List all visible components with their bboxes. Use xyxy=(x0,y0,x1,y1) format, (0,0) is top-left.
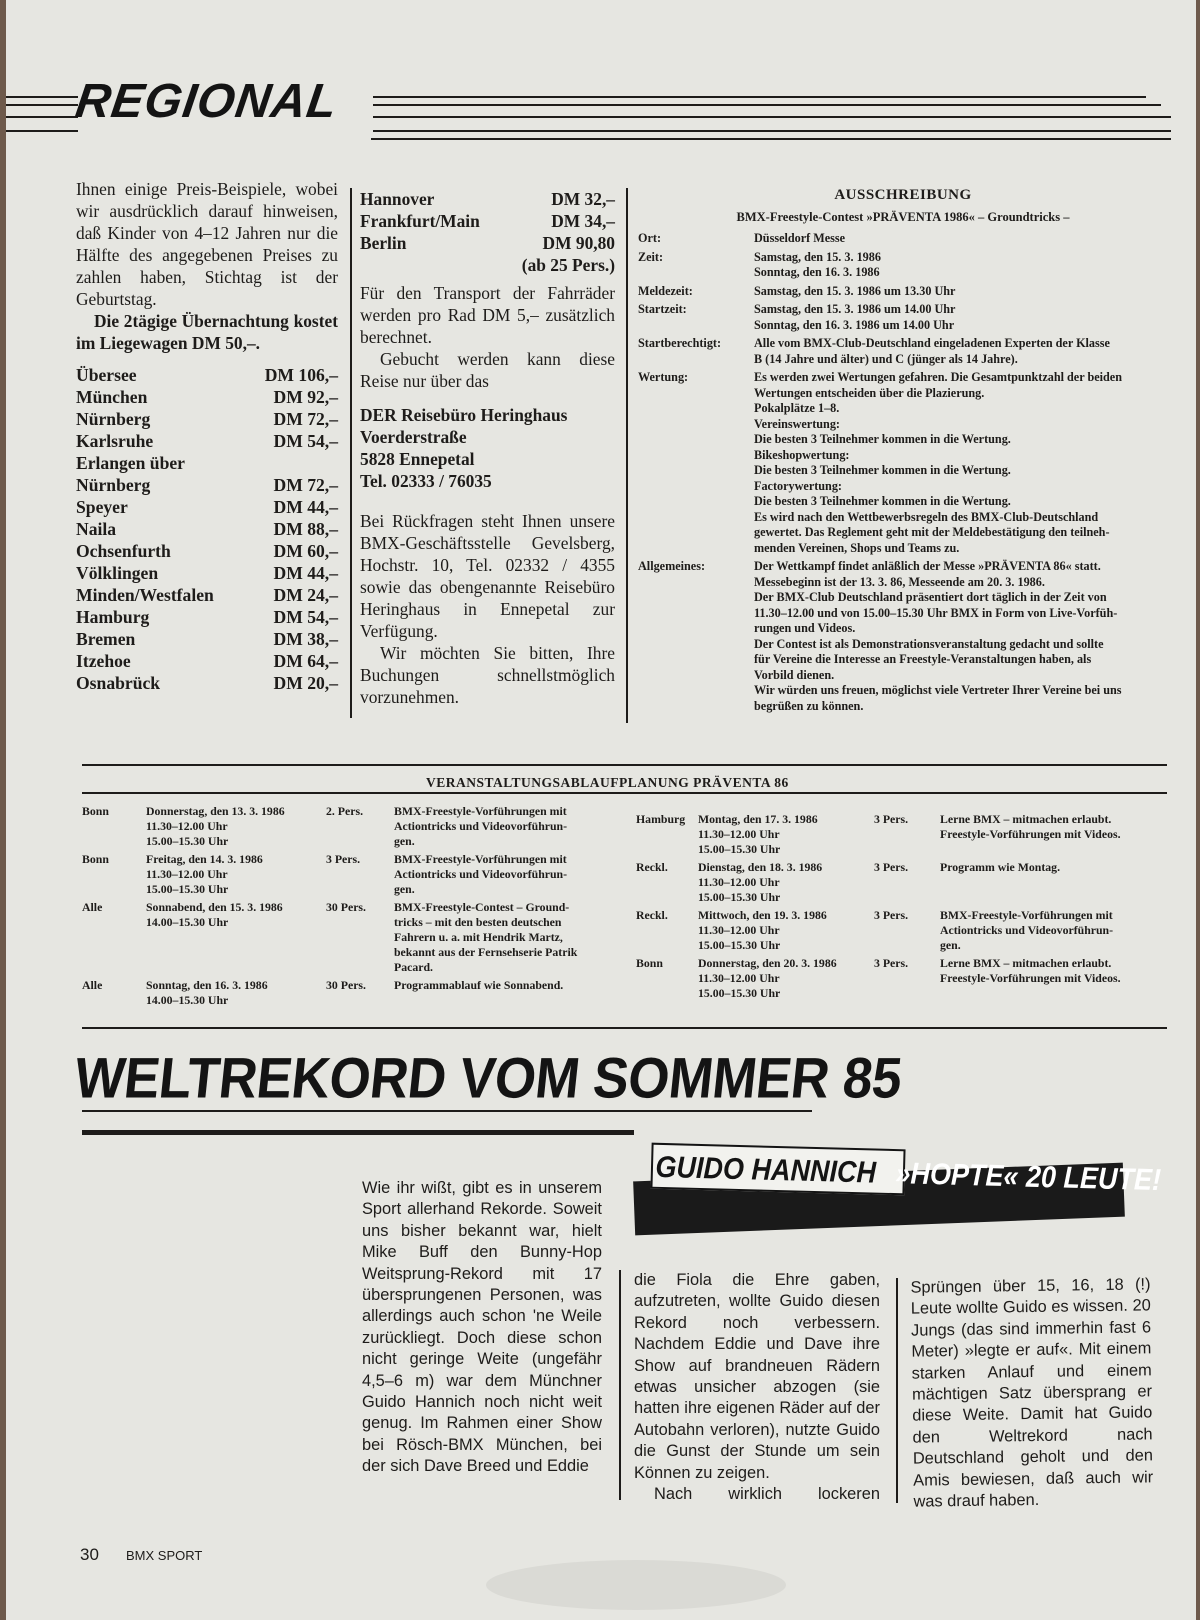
city-name: Karlsruhe xyxy=(76,431,154,451)
schedule-rule xyxy=(82,1027,1167,1029)
schedule-description-line: Freestyle-Vorführungen mit Videos. xyxy=(940,971,1121,985)
schedule-description-line: gen. xyxy=(940,938,961,952)
schedule-date xyxy=(698,956,837,1001)
schedule-description xyxy=(940,812,1121,842)
schedule-date-line: 15.00–15.30 Uhr xyxy=(146,882,229,896)
row-line: Vorbild dienen. xyxy=(754,667,835,682)
schedule-date-line: Sonntag, den 16. 3. 1986 xyxy=(146,978,268,992)
schedule-description-line: tricks – mit den besten deutschen xyxy=(394,915,562,929)
headline-rule xyxy=(82,1130,634,1135)
schedule-date-line: Dienstag, den 18. 3. 1986 xyxy=(698,860,823,874)
schedule-description-line: bekannt aus der Fernsehserie Patrik xyxy=(394,945,578,959)
row-line: Die besten 3 Teilnehmer kommen in die Wertung. xyxy=(754,463,1011,477)
schedule-date xyxy=(146,978,268,1008)
schedule-description-line: BMX-Freestyle-Contest – Ground- xyxy=(394,900,570,914)
schedule-date-line: Donnerstag, den 20. 3. 1986 xyxy=(698,956,837,970)
schedule-description-line: gen. xyxy=(394,882,415,896)
schedule-description-line: Lerne BMX – mitmachen erlaubt. xyxy=(940,812,1112,826)
schedule-description xyxy=(394,978,563,993)
banner-name: GUIDO HANNICH xyxy=(655,1150,877,1190)
row-line: menden Vereinen, Shops und Teams zu. xyxy=(754,540,960,555)
address-line: 5828 Ennepetal xyxy=(360,449,475,469)
row-line: begrüßen zu können. xyxy=(754,698,864,713)
row-line: Sonntag, den 16. 3. 1986 um 14.00 Uhr xyxy=(754,317,955,332)
price-value: DM 54,– xyxy=(273,607,338,627)
booking-paragraph: Gebucht werden kann diese Reise nur über das xyxy=(360,349,615,391)
schedule-date xyxy=(146,804,285,849)
row-line: B (14 Jahre und älter) und C (jünger als 14 Jahre). xyxy=(754,351,1018,366)
article-paragraph: Sprüngen über 15, 16, 18 (!) Leute wollte Guido es wissen. 20 Jungs (das sind immerhin fast 6 Meter) »legte er auf«. Mit einem starken Anlauf und einem mächtigen Satz übersprang er diese Weite. Damit hat Guido den Weltrekord nach Deutschland geholt und den Amis bewiesen, daß auch wir was drauf haben. xyxy=(910,1275,1154,1511)
city-name: Osnabrück xyxy=(76,673,161,693)
row-line: Es werden zwei Wertungen gefahren. Die Gesamtpunktzahl der beiden xyxy=(754,370,1122,384)
row-line: für Vereine die Interesse an Freestyle-Veranstaltungen haben, als xyxy=(754,652,1092,666)
row-label: Startzeit: xyxy=(638,302,687,316)
price-value: DM 54,– xyxy=(273,431,338,451)
overnight-paragraph: Die 2tägige Übernachtung kostet im Liegewagen DM 50,–. xyxy=(76,311,338,353)
price-value: DM 20,– xyxy=(273,673,338,693)
article-column-1 xyxy=(362,1178,602,1478)
city-name: Völklingen xyxy=(76,563,159,583)
price-value: DM 60,– xyxy=(273,541,338,561)
row-line: Die besten 3 Teilnehmer kommen in die Wertung. xyxy=(754,494,1011,508)
schedule-persons: 2. Pers. xyxy=(326,804,364,818)
ausschreibung-title: AUSSCHREIBUNG xyxy=(834,187,972,203)
address-line: Voerderstraße xyxy=(360,427,467,447)
city-name: Ochsenfurth xyxy=(76,541,171,561)
ausschreibung-subtitle: BMX-Freestyle-Contest »PRÄVENTA 1986« – Groundtricks – xyxy=(736,209,1070,224)
schedule-date xyxy=(698,908,827,953)
schedule-description xyxy=(940,860,1060,875)
schedule-date-line: 15.00–15.30 Uhr xyxy=(698,938,781,952)
city-name: Frankfurt/Main xyxy=(360,211,480,231)
schedule-place: Hamburg xyxy=(636,812,686,826)
price-value: DM 106,– xyxy=(264,365,338,385)
schedule-date-line: Montag, den 17. 3. 1986 xyxy=(698,812,818,826)
schedule-description-line: BMX-Freestyle-Vorführungen mit xyxy=(940,908,1113,922)
schedule-description-line: Actiontricks und Videovorführun- xyxy=(394,867,568,881)
schedule-persons: 30 Pers. xyxy=(326,900,366,914)
schedule-place: Alle xyxy=(82,900,103,914)
price-value: DM 34,– xyxy=(551,211,615,231)
section-title: REGIONAL xyxy=(72,75,342,128)
price-value: DM 44,– xyxy=(273,497,338,517)
schedule-place: Bonn xyxy=(636,956,663,970)
row-line: Factorywertung: xyxy=(754,478,842,493)
row-line: Samstag, den 15. 3. 1986 um 13.30 Uhr xyxy=(754,283,956,298)
column-divider xyxy=(896,1278,898,1503)
schedule-persons: 3 Pers. xyxy=(874,956,909,970)
city-name: Itzehoe xyxy=(76,651,131,671)
schedule-date-line: Mittwoch, den 19. 3. 1986 xyxy=(698,908,827,922)
schedule-date-line: 11.30–12.00 Uhr xyxy=(698,875,780,889)
schedule-date-line: 11.30–12.00 Uhr xyxy=(698,923,780,937)
schedule-date-line: 11.30–12.00 Uhr xyxy=(698,827,780,841)
schedule-persons: 3 Pers. xyxy=(326,852,361,866)
row-line: Wertungen entscheiden über die Plazierung. xyxy=(754,385,985,400)
magazine-name: BMX SPORT xyxy=(126,1548,203,1563)
schedule-description-line: Programm wie Montag. xyxy=(940,860,1061,874)
intro-paragraph: Ihnen einige Preis-Beispiele, wobei wir ausdrücklich darauf hinweisen, daß Kinder von 4–12 Jahren nur die Hälfte des angegebenen Preises zu zahlen haben, Stichtag ist der Geburtstag. xyxy=(76,179,338,309)
price-value: DM 72,– xyxy=(273,475,338,495)
row-line: Düsseldorf Messe xyxy=(754,231,846,245)
row-line: Alle vom BMX-Club-Deutschland eingeladenen Experten der Klasse xyxy=(754,336,1110,350)
row-line: Vereinswertung: xyxy=(754,416,840,431)
schedule-place: Reckl. xyxy=(636,860,668,874)
schedule-description-line: Lerne BMX – mitmachen erlaubt. xyxy=(940,956,1112,970)
schedule-title: VERANSTALTUNGSABLAUFPLANUNG PRÄVENTA 86 xyxy=(426,775,789,790)
schedule-persons: 30 Pers. xyxy=(326,978,366,992)
row-label: Startberechtigt: xyxy=(638,336,722,350)
schedule-persons: 3 Pers. xyxy=(874,812,909,826)
address-line: DER Reisebüro Heringhaus xyxy=(360,405,568,425)
schedule-description-line: Pacard. xyxy=(394,960,433,974)
schedule-description-line: Actiontricks und Videovorführun- xyxy=(940,923,1114,937)
row-label: Allgemeines: xyxy=(638,559,706,573)
schedule-date-line: 14.00–15.30 Uhr xyxy=(146,915,229,929)
schedule-description-line: Freestyle-Vorführungen mit Videos. xyxy=(940,827,1121,841)
price-value: DM 64,– xyxy=(273,651,338,671)
schedule-date xyxy=(146,900,283,930)
article-paragraph: Nach wirklich lockeren xyxy=(654,1485,880,1504)
schedule-description xyxy=(394,900,577,975)
schedule-date-line: Sonnabend, den 15. 3. 1986 xyxy=(146,900,283,914)
paper-shade xyxy=(486,1560,786,1610)
schedule-date xyxy=(698,812,818,857)
group-note: (ab 25 Pers.) xyxy=(521,255,615,275)
city-name: Bremen xyxy=(76,629,136,649)
price-value: DM 90,80 xyxy=(542,233,615,253)
page-number: 30 xyxy=(80,1545,99,1564)
magazine-page xyxy=(6,0,1196,1620)
price-value: DM 24,– xyxy=(273,585,338,605)
row-line: Bikeshopwertung: xyxy=(754,447,850,462)
schedule-date-line: 15.00–15.30 Uhr xyxy=(698,986,781,1000)
price-value: DM 44,– xyxy=(273,563,338,583)
city-name: Nürnberg xyxy=(76,409,151,429)
schedule-description xyxy=(940,908,1113,953)
schedule-description xyxy=(394,852,567,897)
row-line: gewertet. Das Reglement geht mit der Meldebestätigung den teilneh- xyxy=(754,525,1110,539)
city-name: Nürnberg xyxy=(76,475,151,495)
schedule-place: Bonn xyxy=(82,804,109,818)
schedule-date-line: 15.00–15.30 Uhr xyxy=(698,890,781,904)
row-line: Sonntag, den 16. 3. 1986 xyxy=(754,265,880,279)
transport-paragraph: Für den Transport der Fahrräder werden pro Rad DM 5,– zusätzlich berechnet. xyxy=(360,283,615,347)
schedule-date-line: 11.30–12.00 Uhr xyxy=(146,867,228,881)
schedule-date-line: 15.00–15.30 Uhr xyxy=(698,842,781,856)
row-line: 11.30–12.00 und von 15.00–15.30 Uhr BMX in Form von Live-Vorfüh- xyxy=(754,605,1118,620)
row-label: Wertung: xyxy=(638,370,689,384)
schedule-place: Reckl. xyxy=(636,908,668,922)
row-line: Der Wettkampf findet anläßlich der Messe »PRÄVENTA 86« statt. xyxy=(754,559,1101,573)
price-value: DM 72,– xyxy=(273,409,338,429)
row-label: Zeit: xyxy=(638,249,664,264)
row-line: Der Contest ist als Demonstrationsveranstaltung gedacht und sollte xyxy=(754,636,1104,651)
row-line: Wir würden uns freuen, möglichst viele Vertreter Ihrer Vereine bei uns xyxy=(754,683,1122,697)
article-headline: WELTREKORD VOM SOMMER 85 xyxy=(71,1046,905,1111)
row-label: Ort: xyxy=(638,231,662,245)
schedule-description-line: gen. xyxy=(394,834,415,848)
article-paragraph: die Fiola die Ehre gaben, aufzutreten, wollte Guido diesen Rekord noch verbessern. Nachdem Eddie und Dave ihre Show auf brandneuen Rädern etwas unsicher abzogen (sie hatten ihre eigenen Räder auf der Autobahn verloren), nutzte Guido die Gunst der Stunde um sein Können zu zeigen. xyxy=(634,1271,880,1482)
schedule-date-line: Donnerstag, den 13. 3. 1986 xyxy=(146,804,285,818)
headline-rule xyxy=(82,1110,812,1112)
contact-paragraph: Bei Rückfragen steht Ihnen unsere BMX-Geschäftsstelle Gevelsberg, Hochstr. 10, Tel. 02332 / 4355 sowie das obengenannte Reisebüro Heringhaus in Ennepetal zur Verfügung. xyxy=(360,511,615,641)
schedule-place: Bonn xyxy=(82,852,109,866)
schedule-description-line: BMX-Freestyle-Vorführungen mit xyxy=(394,852,567,866)
row-line: Die besten 3 Teilnehmer kommen in die Wertung. xyxy=(754,432,1011,446)
schedule-date xyxy=(146,852,263,897)
column-divider xyxy=(619,1270,621,1500)
row-line: Messebeginn ist der 13. 3. 86, Messeende am 20. 3. 1986. xyxy=(754,574,1045,589)
schedule-persons: 3 Pers. xyxy=(874,860,909,874)
request-paragraph: Wir möchten Sie bitten, Ihre Buchungen schnellstmöglich vorzunehmen. xyxy=(360,643,615,707)
row-label: Meldezeit: xyxy=(638,283,693,298)
price-value: DM 38,– xyxy=(273,629,338,649)
schedule-description-line: Fahrern u. a. mit Hendrik Martz, xyxy=(394,930,563,944)
row-line: rungen und Videos. xyxy=(754,621,856,635)
price-value: DM 32,– xyxy=(551,189,615,209)
schedule-description-line: Programmablauf wie Sonnabend. xyxy=(394,978,564,992)
city-name: Hamburg xyxy=(76,607,150,627)
schedule-date-line: 11.30–12.00 Uhr xyxy=(146,819,228,833)
price-value: DM 92,– xyxy=(273,387,338,407)
city-name: Naila xyxy=(76,519,117,539)
schedule-date xyxy=(698,860,822,905)
address-line: Tel. 02333 / 76035 xyxy=(360,471,492,491)
row-line: Samstag, den 15. 3. 1986 xyxy=(754,249,881,264)
schedule-date-line: 14.00–15.30 Uhr xyxy=(146,993,229,1007)
schedule-description xyxy=(940,956,1121,986)
price-value: DM 88,– xyxy=(273,519,338,539)
schedule-description-line: BMX-Freestyle-Vorführungen mit xyxy=(394,804,567,818)
schedule-description-line: Actiontricks und Videovorführun- xyxy=(394,819,568,833)
city-name: Hannover xyxy=(360,189,435,209)
article-column-3 xyxy=(910,1274,1153,1513)
schedule-persons: 3 Pers. xyxy=(874,908,909,922)
schedule-date-line: 15.00–15.30 Uhr xyxy=(146,834,229,848)
schedule-place: Alle xyxy=(82,978,103,992)
city-name: Speyer xyxy=(76,497,128,517)
schedule-table xyxy=(6,0,1196,1030)
article-paragraph: Wie ihr wißt, gibt es in unserem Sport allerhand Rekorde. Soweit uns bisher bekannt war, hielt Mike Buff den Bunny-Hop Weitsprung-Rekord mit 17 übersprungenen Personen, was allerdings auch schon 'ne Weile zurückliegt. Doch diese schon nicht geringe Weite (ungefähr 4,5–6 m) war dem Münchner Guido Hannich noch nicht weit genug. Im Rahmen einer Show bei Rösch-BMX München, bei der sich Dave Breed und Eddie xyxy=(362,1179,602,1476)
row-line: Es wird nach den Wettbewerbsregeln des BMX-Club-Deutschland xyxy=(754,509,1099,524)
banner-claim: »HOPTE« 20 LEUTE! xyxy=(895,1156,1162,1197)
article-column-2 xyxy=(634,1270,880,1505)
city-name: Erlangen über xyxy=(76,453,185,473)
city-name: Minden/Westfalen xyxy=(76,585,214,605)
city-name: München xyxy=(76,387,148,407)
row-line: Pokalplätze 1–8. xyxy=(754,401,840,415)
row-line: Samstag, den 15. 3. 1986 um 14.00 Uhr xyxy=(754,302,956,316)
schedule-description xyxy=(394,804,567,849)
schedule-date-line: 11.30–12.00 Uhr xyxy=(698,971,780,985)
schedule-date-line: Freitag, den 14. 3. 1986 xyxy=(146,852,263,866)
row-line: Der BMX-Club Deutschland präsentiert dort täglich in der Zeit von xyxy=(754,590,1107,604)
city-name: Berlin xyxy=(360,233,407,253)
city-name: Übersee xyxy=(76,365,137,385)
